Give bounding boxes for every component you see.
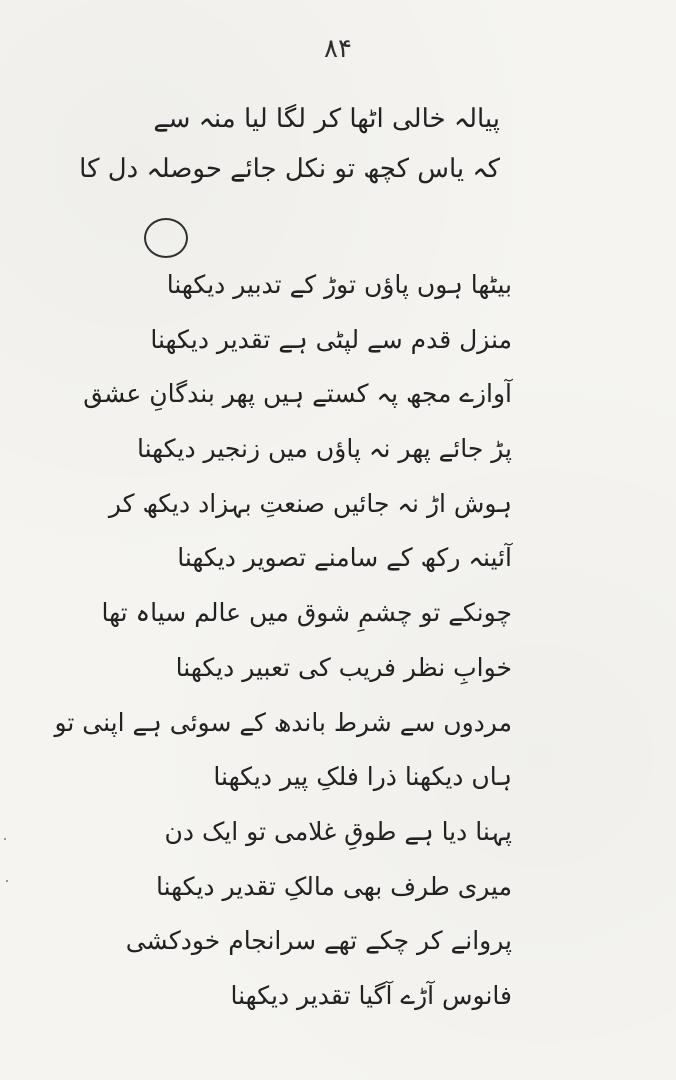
ghazal-verse-line: مردوں سے شرط باندھ کے سوئی ہے اپنی تو <box>54 707 512 737</box>
ghazal-verse-line: پہنا دیا ہے طوقِ غلامی تو ایک دن <box>164 816 512 846</box>
intro-verse-line: پیالہ خالی اٹھا کر لگا لیا منہ سے <box>153 104 500 134</box>
margin-speck <box>6 880 8 882</box>
margin-speck <box>4 838 6 840</box>
ghazal-verse-line: پروانے کر چکے تھے سرانجام خودکشی <box>125 926 512 956</box>
section-circle-marker <box>144 218 188 258</box>
ghazal-verse-line: فانوس آڑے آگیا تقدیر دیکھنا <box>230 980 512 1010</box>
ghazal-block <box>54 258 512 1024</box>
ghazal-verse-line: پڑ جائے پھر نہ پاؤں میں زنجیر دیکھنا <box>137 434 512 464</box>
ghazal-verse-line: منزل قدم سے لپٹی ہے تقدیر دیکھنا <box>150 324 512 354</box>
intro-verse-line: کہ یاس کچھ تو نکل جائے حوصلہ دل کا <box>79 154 500 184</box>
ghazal-verse-line: چونکے تو چشمِ شوق میں عالم سیاہ تھا <box>101 598 512 628</box>
ghazal-verse-line: آئینہ رکھ کے سامنے تصویر دیکھنا <box>177 543 512 573</box>
ghazal-verse-line: بیٹھا ہوں پاؤں توڑ کے تدبیر دیکھنا <box>166 270 512 299</box>
intro-couplet <box>79 94 500 194</box>
ghazal-verse-line: ہوش اڑ نہ جائیں صنعتِ بہزاد دیکھ کر <box>108 488 512 518</box>
ghazal-verse-line: ہاں دیکھنا ذرا فلکِ پیر دیکھنا <box>213 762 512 792</box>
ghazal-verse-line: میری طرف بھی مالکِ تقدیر دیکھنا <box>155 871 512 901</box>
ghazal-verse-line: آوازے مجھ پہ کستے ہیں پھر بندگانِ عشق <box>83 379 512 409</box>
ghazal-verse-line: خوابِ نظر فریب کی تعبیر دیکھنا <box>175 652 512 682</box>
page-number: ۸۴ <box>324 34 352 64</box>
